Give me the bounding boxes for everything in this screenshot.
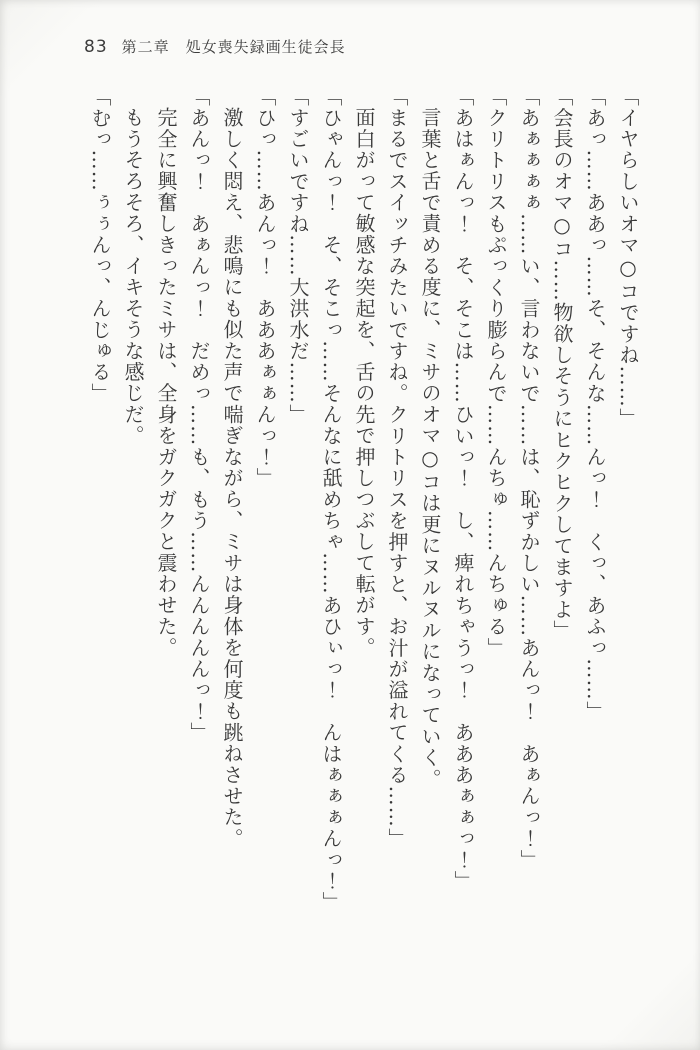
text-line: 完全に興奮しきったミサは、全身をガクガクと震わせた。	[154, 107, 178, 659]
text-line: 「会長のオマ○コ……物欲しそうにヒクヒクしてますよ」	[550, 86, 574, 642]
text-line: 「ひゃんっ！ そ、そこっ……そんなに舐めちゃ……あひぃっ！ んはぁぁぁんっ！」	[319, 86, 343, 913]
text-line: 「イヤらしいオマ○コですね……」	[616, 86, 640, 430]
running-head	[84, 36, 346, 57]
text-block	[83, 86, 644, 934]
text-line: 面白がって敏感な突起を、舌の先で押しつぶして転がす。	[352, 107, 376, 659]
text-line: 「ひっ……あんっ！ あああぁぁんっ！」	[253, 86, 277, 489]
text-line: 「むっ……ぅぅんっ、んじゅる」	[88, 86, 112, 404]
text-line: もうそろそろ、イキそうな感じだ。	[121, 107, 145, 447]
text-line: 「あぁぁぁぁ……い、言わないで……は、恥ずかしい……あんっ！ あぁんっ！」	[517, 86, 541, 871]
text-line: 「まるでスイッチみたいですね。クリトリスを押すと、お汁が溢れてくる……」	[385, 86, 409, 850]
text-line: 「あっ……ああっ……そ、そんな……んっ！ くっ、あふっ……」	[583, 86, 607, 722]
text-line: 「クリトリスもぷっくり膨らんで……んちゅ……んちゅる」	[484, 86, 508, 659]
text-line: 激しく悶え、悲鳴にも似た声で喘ぎながら、ミサは身体を何度も跳ねさせた。	[220, 107, 244, 849]
text-line: 「あんっ！ あぁんっ！ だめっ……も、もう……んんんんんっ！」	[187, 86, 211, 744]
text-line: 「あはぁんっ！ そ、そこは……ひいっ！ し、痺れちゃうっ！ あああぁぁっ！」	[451, 86, 475, 892]
chapter-title: 第二章 処女喪失録画生徒会長	[121, 38, 346, 56]
page-number: 83	[84, 37, 108, 57]
text-line: 言葉と舌で責める度に、ミサのオマ○コは更にヌルヌルになっていく。	[418, 107, 442, 790]
text-line: 「すごいですね……大洪水だ……」	[286, 86, 310, 426]
